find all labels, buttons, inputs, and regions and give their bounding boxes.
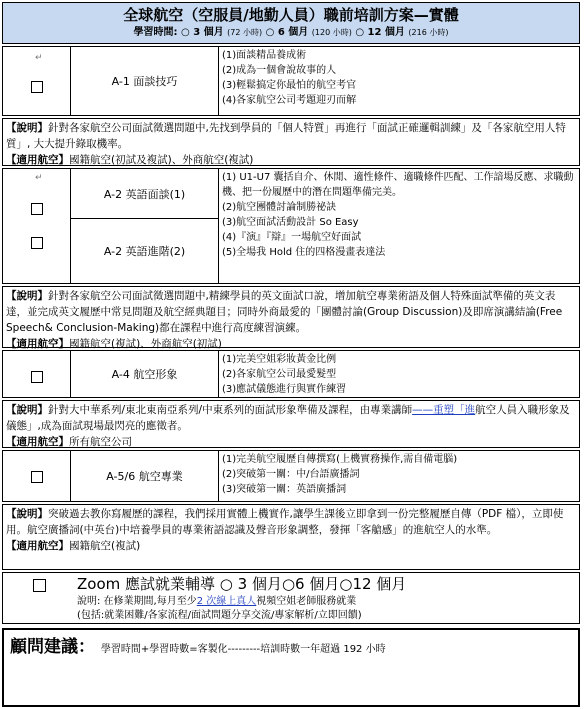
zoom-desc-a: 說明: 在修業期間,每月至少 — [77, 596, 197, 607]
plan-header — [2, 2, 580, 44]
note-text: 針對大中華系列/東北東南亞系列/中東系列的面試形象準備及課程，由專業講師 — [48, 404, 413, 416]
zoom-title-line — [77, 573, 406, 595]
note-a2 — [2, 286, 580, 348]
course-item: (4)各家航空公司考題迎刃而解 — [222, 95, 357, 106]
course-item: (2)各家航空公司最愛髮型 — [222, 369, 337, 380]
course-row-a4 — [2, 350, 580, 398]
course-items-a4 — [219, 351, 579, 397]
course-item: (1) U1-U7 囊括自介、休閒、適性條件、適職條件匹配、工作諳場反應、求職動機、把一份履歷中的潛在問題準備完美。 — [222, 172, 574, 198]
advice-line — [4, 630, 578, 659]
zoom-description — [77, 595, 362, 623]
course-item: (3)輕鬆搞定你最怕的航空考官 — [222, 80, 357, 91]
note-text: 突破過去教你寫履歷的課程，我們採用實體上機實作,讓學生課後立即拿到一份完整履歷自傳（PDF 檔），立即使用。航空廣播詞(中英台)中培養學員的專業術語認識及聲音形象調整，發揮「客艙感」的進航空人的水準。 — [6, 508, 564, 536]
zoom-duration-options[interactable]: ○ 3 個月○6 個月○12 個月 — [219, 575, 407, 593]
note-label: 【說明】 — [6, 404, 48, 416]
option-6-months-hours: (120 小時) — [311, 28, 352, 37]
course-item: (3)突破第一關：英語廣播詞 — [222, 484, 347, 495]
course-item: (2)突破第一關：中/台語廣播詞 — [222, 469, 360, 480]
checkbox-a2-2[interactable] — [31, 237, 43, 249]
apply-text: 國籍航空(初試及複試)、外商航空(複試) — [69, 154, 254, 166]
note-a56 — [2, 504, 580, 570]
course-row-a56 — [2, 450, 580, 502]
option-3-months-hours: (72 小時) — [227, 28, 263, 37]
zoom-title: Zoom 應試就業輔導 — [77, 575, 216, 593]
advice-title: 顧問建議： — [10, 637, 95, 657]
course-name-a56: A-5/6 航空專業 — [71, 451, 219, 501]
note-label: 【說明】 — [6, 290, 48, 302]
note-text: 針對各家航空公司面試徵選問題中,先找到學員的「個人特質」再進行「面試正確邏輯訓練」及「各家航空用人特質」, 大大提升錄取機率。 — [6, 122, 566, 150]
course-row-a1 — [2, 46, 580, 116]
zoom-desc-line2: (包括:就業困難/各家流程/面試問題分享交流/專家解析/立即回饋) — [77, 610, 362, 621]
course-name-a4: A-4 航空形象 — [71, 351, 219, 397]
option-12-months-label: 12 個月 — [367, 27, 405, 38]
apply-label: 【適用航空】 — [6, 338, 69, 350]
checkbox-cell — [3, 169, 71, 283]
note-link-text: ——重塑「進 — [412, 404, 476, 416]
course-items-a1 — [219, 47, 579, 115]
course-item: (5)全場我 Hold 住的四格漫畫表達法 — [222, 247, 386, 258]
checkbox-a56[interactable] — [31, 471, 43, 483]
plan-title: 全球航空（空服員/地勤人員）職前培訓方案—實體 — [123, 6, 459, 24]
course-items-a2 — [219, 169, 579, 283]
checkbox-a1[interactable] — [31, 81, 43, 93]
note-a1 — [2, 118, 580, 166]
course-item: (1)完美空姐彩妝黃金比例 — [222, 354, 337, 365]
return-mark-icon: ↵ — [35, 53, 43, 63]
course-item: (1)完美航空履歷自傳撰寫(上機實務操作,需自備電腦) — [222, 454, 458, 465]
note-label: 【說明】 — [6, 508, 48, 520]
note-a4 — [2, 400, 580, 448]
apply-label: 【適用航空】 — [6, 154, 69, 166]
course-item: (3)航空面試活動設計 So Easy — [222, 217, 359, 228]
study-time-options — [3, 25, 579, 41]
option-6-months-label: 6 個月 — [277, 27, 309, 38]
apply-label: 【適用航空】 — [6, 436, 69, 448]
note-text: 針對各家航空公司面試徵選問題中,精練學員的英文面試口說，增加航空專業術語及個人特殊面試準備的英文表達，並完成英文履歷中常見問題及航空經典題目；同時外商最愛的「團體討論(Group Discussion)及即席演講結論(Free Speech& Conclusion-Making)都在課程中進行高度練習演練。 — [6, 290, 563, 334]
checkbox-cell — [3, 451, 71, 501]
note-label: 【說明】 — [6, 122, 48, 134]
checkbox-cell — [3, 351, 71, 397]
course-item: (3)應試儀態進行與實作練習 — [222, 384, 347, 395]
zoom-coaching-row — [2, 572, 580, 624]
radio-6-months[interactable]: ○ — [265, 27, 275, 38]
zoom-desc-b: 視頻空姐老師服務就業 — [256, 596, 357, 607]
checkbox-a2-1[interactable] — [31, 203, 43, 215]
apply-text: 國籍航空(複試)、外商航空(初試) — [69, 338, 222, 350]
apply-text: 國籍航空(複試) — [69, 540, 141, 552]
course-item: (2)成為一個會說故事的人 — [222, 65, 337, 76]
course-item: (1)面談精品養成術 — [222, 50, 307, 61]
course-name-a1: A-1 面談技巧 — [71, 47, 219, 115]
apply-label: 【適用航空】 — [6, 540, 69, 552]
advice-text: 學習時間+學習時數=客製化---------培訓時數一年超過 192 小時 — [100, 644, 386, 655]
course-item: (2)航空團體討論制勝祕訣 — [222, 202, 337, 213]
course-items-a56 — [219, 451, 579, 501]
checkbox-zoom[interactable] — [33, 579, 46, 592]
zoom-desc-link: 2 次線上真人 — [196, 596, 257, 607]
course-name-a2-2: A-2 英語進階(2) — [71, 219, 219, 283]
course-item: (4)『演』『辯』一場航空好面試 — [222, 232, 362, 243]
course-row-a2 — [2, 168, 580, 284]
course-name-a2-1: A-2 英語面談(1) — [71, 169, 219, 219]
checkbox-cell — [3, 47, 71, 115]
return-mark-icon: ↵ — [35, 173, 43, 183]
radio-3-months[interactable]: ○ — [181, 27, 190, 38]
checkbox-a4[interactable] — [31, 371, 43, 383]
option-3-months-label: 3 個月 — [193, 27, 224, 38]
option-12-months-hours: (216 小時) — [408, 28, 449, 37]
note-tail-text: 航空人員入職形象及儀態」,成為面試現場最閃亮的應徵者。 — [6, 404, 570, 432]
radio-12-months[interactable]: ○ — [355, 27, 365, 38]
advice-box — [2, 628, 580, 707]
apply-text: 所有航空公司 — [69, 436, 132, 448]
study-time-label: 學習時間: — [133, 27, 178, 38]
